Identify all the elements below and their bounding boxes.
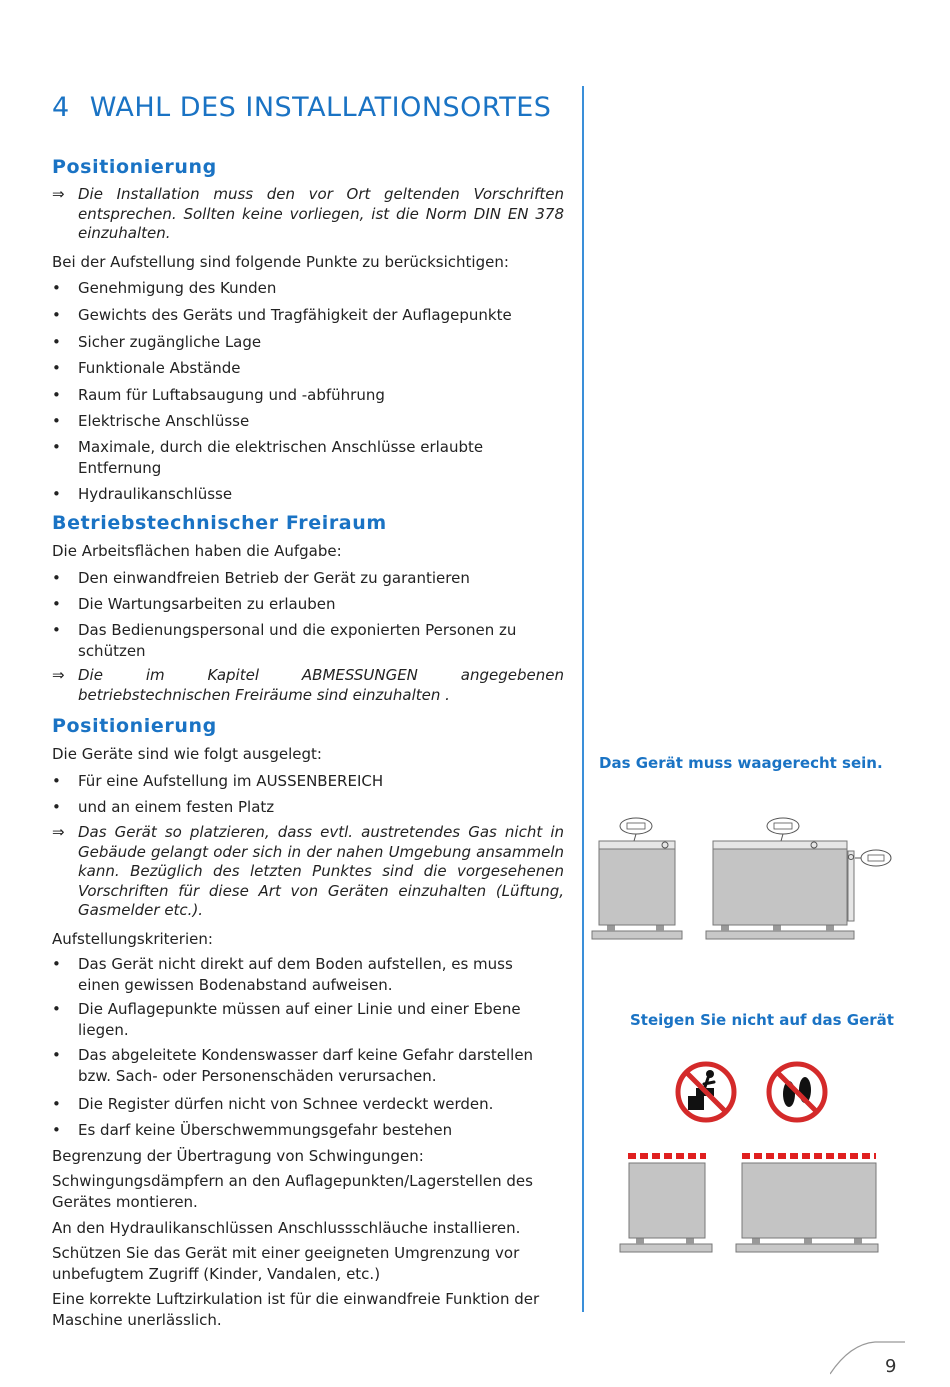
page-title — [52, 92, 551, 123]
paragraph-criteria-label: Aufstellungskriterien: — [52, 930, 213, 948]
column-divider — [582, 86, 584, 1312]
paragraph: An den Hydraulikanschlüssen Anschlussschläuche installieren. — [52, 1219, 521, 1237]
paragraph-intro: Die Geräte sind wie folgt ausgelegt: — [52, 745, 322, 763]
page-number: 9 — [885, 1356, 897, 1377]
no-stepping-icon — [765, 1060, 829, 1124]
paragraph: Schützen Sie das Gerät mit einer geeigneten Umgrenzung vor unbefugtem Zugriff (Kinder, Vandalen, etc.) — [52, 1244, 520, 1283]
implies-arrow-icon: ⇒ — [52, 823, 65, 841]
note-installation-regulations — [52, 185, 564, 245]
no-climbing-icon — [674, 1060, 738, 1124]
implies-arrow-icon: ⇒ — [52, 185, 65, 203]
note-text: Die im Kapitel ABMESSUNGEN angegebenen betriebstechnischen Freiräume sind einzuhalten . — [78, 666, 564, 704]
note-freiraeume — [52, 666, 564, 708]
implies-arrow-icon: ⇒ — [52, 666, 65, 684]
caption-level: Das Gerät muss waagerecht sein. — [599, 754, 883, 772]
paragraph-intro: Bei der Aufstellung sind folgende Punkte zu berücksichtigen: — [52, 253, 509, 271]
section-heading-freiraum: Betriebstechnischer Freiraum — [52, 512, 387, 534]
page-corner-decoration — [830, 1338, 910, 1378]
note-text: Die Installation muss den vor Ort geltenden Vorschriften entsprechen. Sollten keine vorliegen, ist die Norm DIN EN 378 einzuhalten. — [78, 185, 564, 242]
chapter-title: WAHL DES INSTALLATIONSORTES — [89, 92, 552, 123]
note-gas-leak — [52, 823, 564, 923]
chapter-number: 4 — [52, 92, 70, 123]
paragraph: Begrenzung der Übertragung von Schwingungen: — [52, 1147, 424, 1165]
paragraph: Schwingungsdämpfern an den Auflagepunkten/Lagerstellen des Gerätes montieren. — [52, 1172, 533, 1211]
note-text: Das Gerät so platzieren, dass evtl. austretendes Gas nicht in Gebäude gelangt oder sich in der nahen Umgebung ansammeln kann. Bezüglich des letzten Punktes sind die vorgesehenen Vorschriften für diese Art von Geräten einzuhalten (Lüftung, Gasmelder etc.). — [78, 823, 564, 919]
figure-unit-barrier — [618, 1148, 880, 1258]
section-heading-positionierung-1: Positionierung — [52, 156, 217, 178]
section-heading-positionierung-2: Positionierung — [52, 715, 217, 737]
paragraph-intro: Die Arbeitsflächen haben die Aufgabe: — [52, 542, 342, 560]
caption-no-climbing: Steigen Sie nicht auf das Gerät — [630, 1011, 894, 1029]
paragraph: Eine korrekte Luftzirkulation ist für die einwandfreie Funktion der Maschine unerlässlich. — [52, 1290, 540, 1329]
figure-level-unit — [590, 815, 900, 945]
